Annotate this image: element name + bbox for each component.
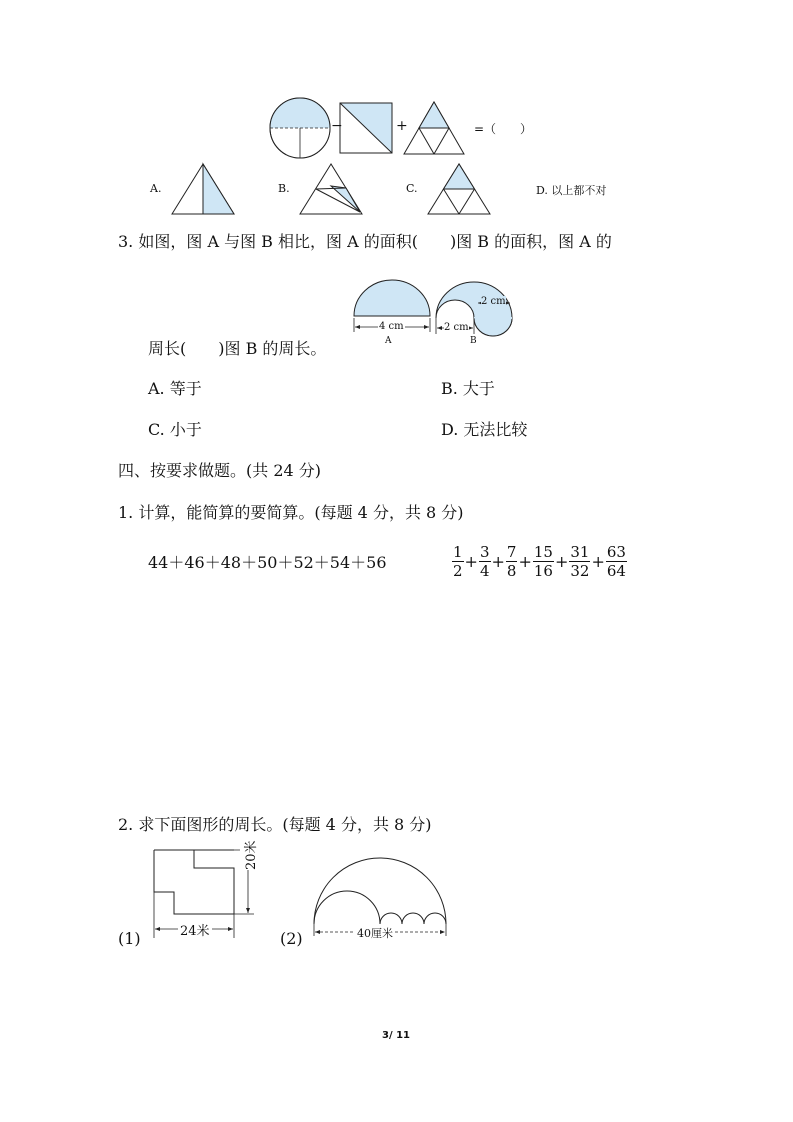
option-a-label: A. [150,182,162,195]
q1-title: 1. 计算，能简算的要简算。(每题 4 分，共 8 分) [118,503,464,522]
option-d-label: D. 以上都不对 [536,184,607,197]
fig1-height-label: 20米 [240,840,259,870]
plus-sign: + [396,118,408,134]
triangle-shape [404,102,464,154]
section4-heading: 四、按要求做题。(共 24 分) [118,461,322,480]
square-shape [340,103,392,153]
fig2-label: (2) [280,929,303,948]
page-number: 3/ 11 [382,1030,411,1041]
fig-b-dimension-bottom: 2 cm [444,322,469,333]
q3-figure-b [434,278,524,348]
option-b-label: B. [278,182,290,195]
fraction-1: $\frac{1}{2}$ [453,543,463,580]
q3-option-a: A. 等于 [148,379,202,398]
option-c-label: C. [406,182,418,195]
q3-figure-a [352,278,432,348]
q2-title: 2. 求下面图形的周长。(每题 4 分，共 8 分) [118,815,432,834]
q3-stem-line1: 3. 如图，图 A 与图 B 相比，图 A 的面积( )图 B 的面积，图 A 的 [118,232,612,251]
option-c-figure [426,162,492,216]
expression-sum: 44＋46＋48＋50＋52＋54＋56 [148,553,387,572]
circle-shape [270,98,330,158]
q3-option-c: C. 小于 [148,420,202,439]
option-a-figure [170,162,236,216]
fraction-4: $\frac{15}{16}$ [533,543,553,580]
fraction-2: $\frac{3}{4}$ [479,543,490,580]
q3-option-d: D. 无法比较 [441,420,528,439]
fig-a-dimension: 4 cm [379,321,404,332]
fig1-width-label: 24米 [178,920,212,939]
fig2-width-label: 40厘米 [357,927,393,940]
fig1-label: (1) [118,929,141,948]
fraction-5: $\frac{31}{32}$ [570,543,590,580]
fig-b-dimension-top: 2 cm [481,296,506,307]
q3-option-b: B. 大于 [441,379,495,398]
q3-stem-line2: 周长( )图 B 的周长。 [148,339,327,358]
minus-sign: − [331,118,343,134]
equals-blank: =（ ） [474,122,533,136]
option-b-figure [298,162,364,216]
fraction-6: $\frac{63}{64}$ [606,543,626,580]
fraction-3: $\frac{7}{8}$ [506,543,517,580]
fig-b-label: B [470,336,477,346]
fraction-expression: $\frac{1}{2}$ + $\frac{3}{4}$ + $\frac{7}{8}$ + $\frac{15}{16}$ + $\frac{31}{32}$ + $\frac{63}{64}$ [453,543,626,580]
fig-a-label: A [385,336,392,346]
